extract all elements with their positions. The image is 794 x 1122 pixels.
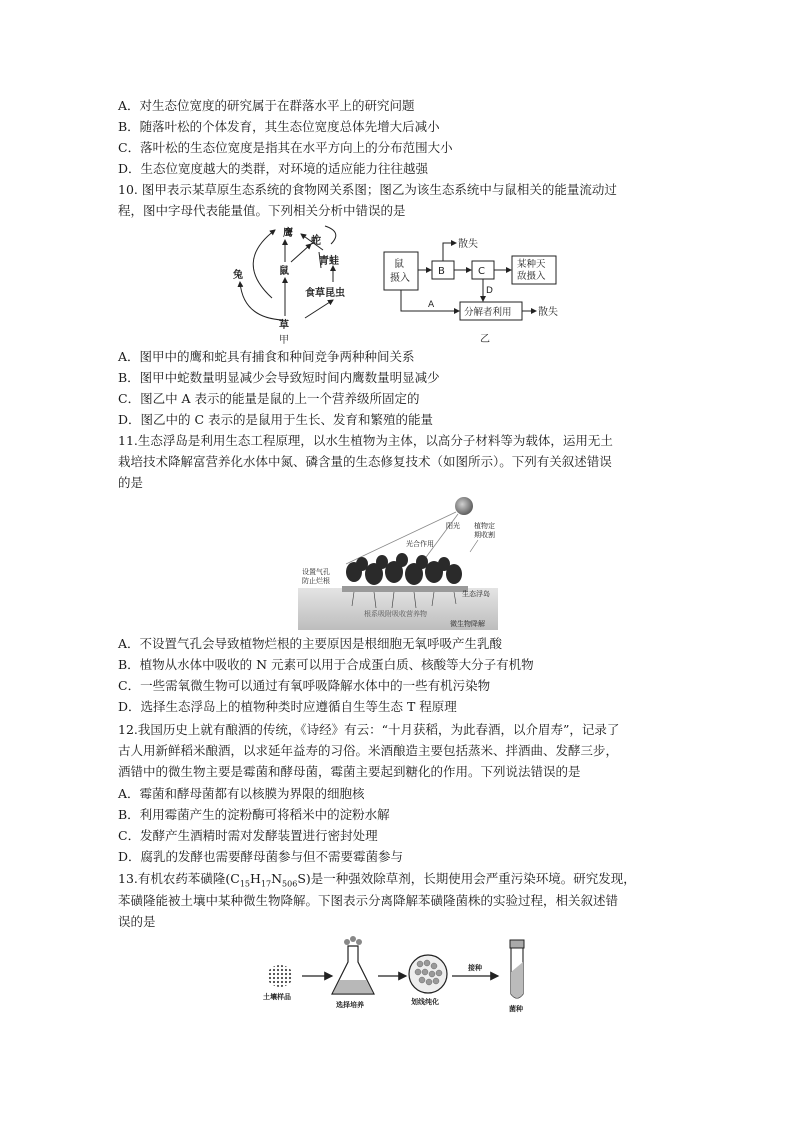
q13-stem-line3: 误的是 (118, 914, 156, 929)
box-tiandi-line1: 某种天 (517, 259, 546, 270)
label-sanshi-top: 散失 (458, 239, 478, 250)
label-streak: 划线纯化 (411, 998, 439, 1006)
node-kunchong: 食草昆虫 (305, 288, 345, 299)
node-cao: 草 (279, 320, 289, 331)
isolation-process-figure (260, 932, 550, 1016)
label-harvest-1: 植物定 (474, 522, 495, 530)
q11-option-d: D．选择生态浮岛上的植物种类时应遵循自生等生态 T 程原理 (118, 699, 457, 714)
label-soil: 土壤样品 (263, 993, 291, 1001)
box-shu-line1: 鼠 (394, 259, 404, 270)
node-shu: 鼠 (279, 266, 289, 277)
box-shu-line2: 摄入 (390, 273, 410, 284)
q11-stem-line1: 11.生态浮岛是利用生态工程原理，以水生植物为主体，以高分子材料等为载体，运用无土 (118, 433, 613, 448)
energy-flow-diagram (380, 234, 580, 346)
q10-stem-line1: 10. 图甲表示某草原生态系统的食物网关系图；图乙为该生态系统中与鼠相关的能量流动过 (118, 182, 617, 197)
q10-option-b: B．图甲中蛇数量明显减少会导致短时间内鹰数量明显减少 (118, 370, 440, 385)
label-island: 生态浮岛 (462, 590, 490, 598)
food-web-diagram (225, 222, 375, 346)
box-shu (384, 252, 418, 290)
q11-option-a: A．不设置气孔会导致植物烂根的主要原因是根细胞无氧呼吸产生乳酸 (118, 636, 503, 651)
q12-option-c: C．发酵产生酒精时需对发酵装置进行密封处理 (118, 828, 378, 843)
q12-stem-line2: 古人用新鲜稻米酿酒，以求延年益寿的习俗。米酒酿造主要包括蒸米、拌酒曲、发酵三步， (118, 743, 619, 758)
box-tiandi-line2: 敌摄入 (517, 271, 546, 282)
label-sun: 阳光 (446, 522, 460, 530)
q9-option-a: A．对生态位宽度的研究属于在群落水平上的研究问题 (118, 98, 415, 113)
q12-option-b: B．利用霉菌产生的淀粉酶可将稻米中的淀粉水解 (118, 807, 390, 822)
q12-option-a: A．霉菌和酵母菌都有以核膜为界限的细胞核 (118, 786, 365, 801)
label-d: D (486, 286, 493, 296)
label-strain: 菌种 (509, 1005, 523, 1013)
label-microbe: 微生物降解 (450, 620, 485, 628)
q10-stem-line2: 程，图中字母代表能量值。下列相关分析中错误的是 (118, 203, 406, 218)
q12-stem-line1: 12.我国历史上就有酿酒的传统，《诗经》有云：“十月获稻，为此春酒，以介眉寿”，记录了 (118, 722, 620, 737)
q11-option-b: B．植物从水体中吸收的 N 元素可以用于合成蛋白质、核酸等大分子有机物 (118, 657, 534, 672)
label-b: B (438, 266, 445, 277)
q9-option-c: C．落叶松的生态位宽度是指其在水平方向上的分布范围大小 (118, 140, 453, 155)
q10-option-a: A．图甲中的鹰和蛇具有捕食和种间竞争两种种间关系 (118, 349, 415, 364)
q9-option-d: D．生态位宽度越大的类群，对环境的适应能力往往越强 (118, 161, 429, 176)
q10-option-d: D．图乙中的 C 表示的是鼠用于生长、发育和繁殖的能量 (118, 412, 434, 427)
tube-cap (510, 940, 524, 948)
label-a: A (428, 300, 435, 310)
label-vent-1: 设置气孔 (302, 568, 330, 576)
label-roots: 根系吸附吸收营养物 (364, 610, 427, 618)
q11-stem-line3: 的是 (118, 475, 144, 490)
label-harvest-2: 期收割 (474, 531, 495, 539)
node-ying: 鹰 (283, 228, 293, 239)
label-sanshi-right: 散失 (538, 307, 558, 318)
q10-option-c: C．图乙中 A 表示的能量是鼠的上一个营养级所固定的 (118, 391, 420, 406)
q9-option-b: B．随落叶松的个体发育，其生态位宽度总体先增大后减小 (118, 119, 440, 134)
plants (346, 553, 462, 585)
node-qingwa: 青蛙 (319, 256, 339, 267)
q11-option-c: C．一些需氧微生物可以通过有氧呼吸降解水体中的一些有机污染物 (118, 678, 491, 693)
q13-stem-line1: 13.有机农药苯磺隆$(C_{15}H_{17}N_{506}S)$是一种强效除草剂，长期使用会严重污染环境。研究发现， (118, 871, 636, 889)
node-tu: 兔 (233, 270, 243, 281)
label-fenjie: 分解者利用 (464, 307, 512, 318)
label-vent-2: 防止烂根 (302, 577, 330, 585)
caption-yi: 乙 (480, 334, 490, 345)
label-photosynthesis: 光合作用 (406, 540, 434, 548)
caption-jia: 甲 (279, 335, 289, 346)
sun-icon (455, 497, 473, 515)
q11-stem-line2: 栽培技术降解富营养化水体中氮、磷含量的生态修复技术（如图所示）。下列有关叙述错误 (118, 454, 612, 469)
label-inoculate: 接种 (468, 964, 482, 972)
floating-island-figure (298, 488, 498, 630)
q12-option-d: D．腐乳的发酵也需要酵母菌参与但不需要霉菌参与 (118, 849, 404, 864)
q12-stem-line3: 酒错中的微生物主要是霉菌和酵母菌，霉菌主要起到糖化的作用。下列说法错误的是 (118, 764, 581, 779)
island-platform (342, 586, 468, 592)
label-culture: 选择培养 (336, 1001, 364, 1009)
label-c: C (478, 266, 485, 277)
node-she: 蛇 (311, 236, 321, 247)
q13-stem-line2: 苯磺隆能被土壤中某种微生物降解。下图表示分离降解苯磺隆菌株的实验过程，相关叙述错 (118, 893, 619, 908)
soil-sample-icon (267, 965, 293, 987)
